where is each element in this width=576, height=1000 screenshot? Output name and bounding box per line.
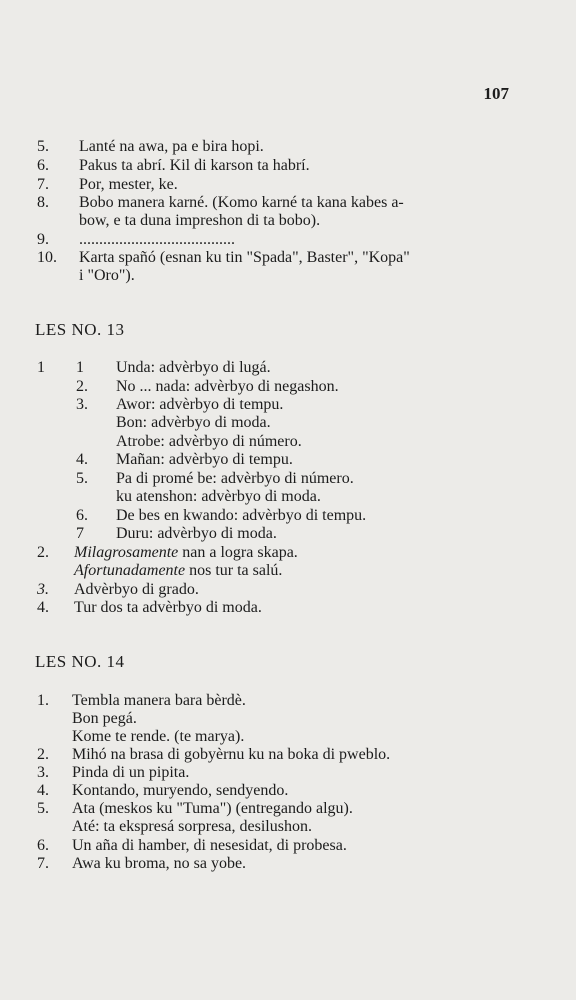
section-heading-les-14: LES NO. 14 bbox=[35, 652, 125, 671]
page-number: 107 bbox=[483, 84, 509, 103]
outer-item-1: 1 bbox=[37, 359, 45, 376]
book-page: 107 5. Lanté na awa, pa e bira hopi. 6. Pakus ta abrí. Kil di karson ta habrí. 7. Por, mester, ke. 8. Bobo manera karné. (Komo karné ta kana kabes a- bow, e ta duna impreshon di ta bobo). 9. ....................................... 10. Karta spañó (esnan ku tin "Spada", Baster", "Kopa" i "Oro"). LES NO. 13 1 1 Unda: advèrbyo di lugá. 2. No ... nada: advèrbyo di negashon. 3. Awor: advèrbyo di tempu. Bon: advèrbyo di moda. Atrobe: advèrbyo di número. 4. Mañan: advèrbyo di tempu. 5. Pa di promé be: advèrbyo di número. ku atenshon: advèrbyo di moda. 6. De bes en kwando: advèrbyo di tempu. 7 Duru: advèrbyo di moda. 2. Milagrosamente nan a logra skapa. Afortunadamente nos tur ta salú. 3. Advèrbyo di grado. 4. Tur dos ta advèrbyo di moda. LES NO. 14 1. Tembla manera bara bèrdè. Bon pegá. Kome te rende. (te marya). 2. Mihó na brasa di gobyèrnu ku na boka di pweblo. 3. Pinda di un pipita. 4. Kontando, muryendo, sendyendo. 5. Ata (meskos ku "Tuma") (entregando algu). Até: ta ekspresá sorpresa, desilushon. 6. Un aña di hamber, di nesesidat, di probesa. 7. Awa ku broma, no sa yobe. bbox=[35, 84, 509, 872]
section-heading-les-13: LES NO. 13 bbox=[35, 320, 125, 339]
